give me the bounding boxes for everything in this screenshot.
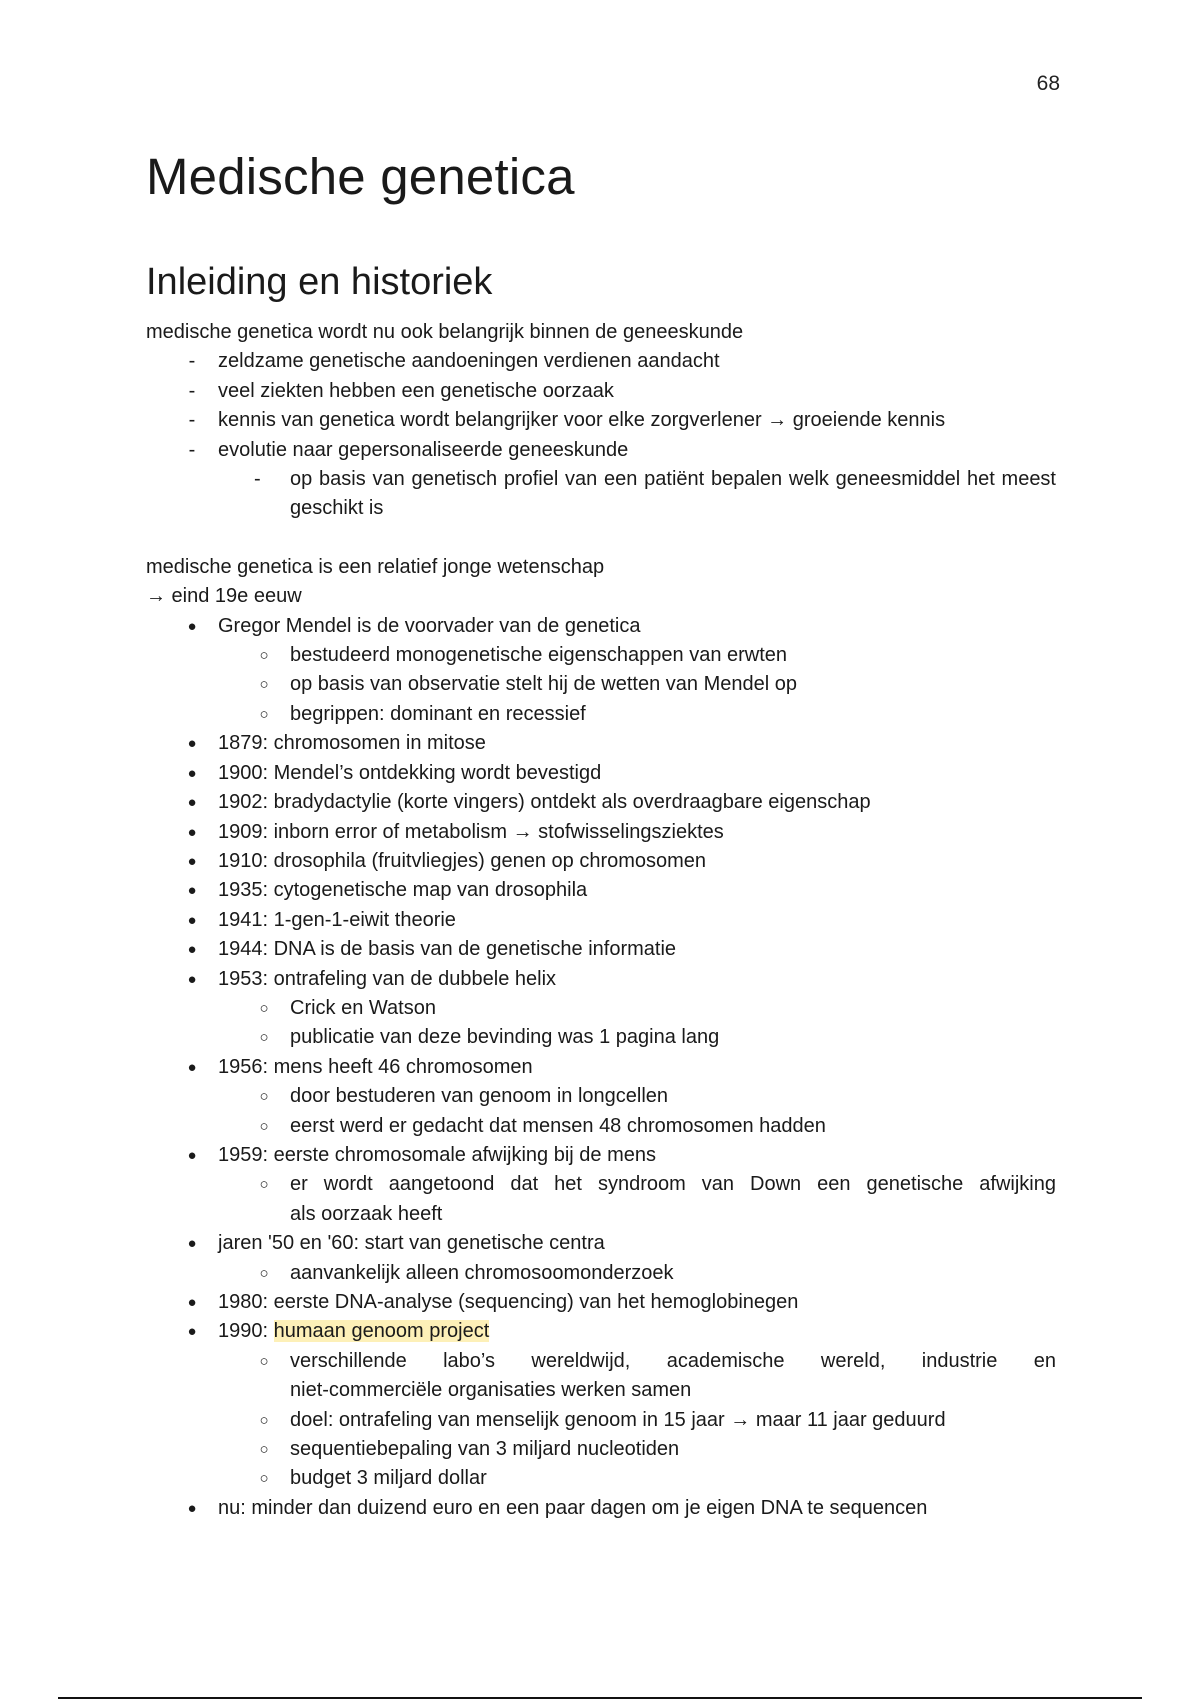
list-subitem: ○ publicatie van deze bevinding was 1 pagina lang — [146, 1023, 1056, 1052]
list-item: ● 1879: chromosomen in mitose — [146, 729, 1056, 758]
document-body — [146, 140, 1056, 1523]
bullet-icon: ● — [187, 617, 197, 635]
bullet-icon: ● — [187, 823, 197, 841]
bullet-icon: ● — [187, 941, 197, 959]
intro-lead: medische genetica wordt nu ook belangrijk binnen de geneeskunde — [146, 321, 744, 343]
section-heading: Inleiding en historiek — [146, 261, 493, 303]
bullet-icon: ● — [187, 882, 197, 900]
bullet-icon: ● — [187, 1294, 197, 1311]
bullet-icon: ● — [187, 764, 197, 782]
bullet-icon: ● — [187, 970, 197, 988]
circle-bullet-icon: ○ — [259, 705, 269, 723]
bullet-icon: ● — [187, 1146, 197, 1164]
list-item: ● 1900: Mendel’s ontdekking wordt bevestigd — [146, 759, 1056, 788]
circle-bullet-icon: ○ — [259, 1264, 269, 1282]
list-item: - evolutie naar gepersonaliseerde geneeskunde — [146, 436, 1056, 465]
list-item: - zeldzame genetische aandoeningen verdienen aandacht — [146, 347, 1056, 376]
list-subitem — [146, 1347, 1056, 1406]
list-subitem: - op basis van genetisch profiel van een patiënt bepalen welk geneesmiddel het meest geschikt is — [146, 465, 1056, 524]
circle-bullet-icon: ○ — [259, 676, 269, 694]
circle-bullet-icon: ○ — [259, 999, 269, 1017]
list-subitem: ○ budget 3 miljard dollar — [146, 1464, 1056, 1493]
list-subitem: ○ bestudeerd monogenetische eigenschappen van erwten — [146, 641, 1056, 670]
bullet-icon: ● — [187, 1499, 197, 1517]
justified-line: er wordt aangetoond dat het syndroom van Down een genetische afwijking — [290, 1173, 1056, 1196]
list-item: ● 1902: bradydactylie (korte vingers) ontdekt als overdraagbare eigenschap — [146, 788, 1056, 817]
list-subitem: ○ sequentiebepaling van 3 miljard nucleotiden — [146, 1435, 1056, 1464]
highlighted-text: humaan genoom project — [273, 1320, 490, 1343]
list-subitem: ○ doel: ontrafeling van menselijk genoom in 15 jaar → maar 11 jaar geduurd — [146, 1406, 1056, 1435]
list-subitem: ○ begrippen: dominant en recessief — [146, 700, 1056, 729]
intro-list — [146, 347, 1056, 523]
list-item: ● 1944: DNA is de basis van de genetische informatie — [146, 935, 1056, 964]
list-item: - kennis van genetica wordt belangrijker voor elke zorgverlener → groeiende kennis — [146, 406, 1056, 435]
list-subitem — [146, 1170, 1056, 1229]
bullet-icon: ● — [187, 1058, 197, 1076]
bullet-icon: ● — [187, 852, 197, 870]
circle-bullet-icon: ○ — [259, 1441, 269, 1459]
list-item: ● 1935: cytogenetische map van drosophila — [146, 876, 1056, 905]
list-item: ● 1956: mens heeft 46 chromosomen — [146, 1053, 1056, 1082]
list-item: ● Gregor Mendel is de voorvader van de genetica — [146, 612, 1056, 641]
justified-line: verschillende labo’s wereldwijd, academische wereld, industrie en — [290, 1349, 1056, 1372]
list-subitem: ○ door bestuderen van genoom in longcellen — [146, 1082, 1056, 1111]
circle-bullet-icon: ○ — [259, 1088, 269, 1106]
list-item: - veel ziekten hebben een genetische oorzaak — [146, 377, 1056, 406]
list-item: ● 1959: eerste chromosomale afwijking bij de mens — [146, 1141, 1056, 1170]
bullet-icon: ● — [187, 735, 197, 753]
history-list — [146, 612, 1056, 1524]
dash-marker: - — [188, 379, 196, 402]
continuation-line: als oorzaak heeft — [290, 1202, 443, 1225]
history-era: → eind 19e eeuw — [146, 585, 302, 608]
list-subitem: ○ eerst werd er gedacht dat mensen 48 chromosomen hadden — [146, 1112, 1056, 1141]
list-subitem: ○ op basis van observatie stelt hij de wetten van Mendel op — [146, 670, 1056, 699]
circle-bullet-icon: ○ — [259, 1117, 269, 1135]
page-title: Medische genetica — [146, 148, 575, 205]
history-lead: medische genetica is een relatief jonge wetenschap — [146, 555, 605, 578]
list-item: ● jaren '50 en '60: start van genetische centra — [146, 1229, 1056, 1258]
circle-bullet-icon: ○ — [259, 1029, 269, 1047]
bullet-icon: ● — [187, 911, 197, 929]
bullet-icon: ● — [187, 1323, 197, 1341]
list-subitem: ○ Crick en Watson — [146, 994, 1056, 1023]
footer-divider — [58, 1697, 1142, 1699]
bullet-icon: ● — [187, 794, 197, 812]
dash-marker: - — [188, 438, 196, 461]
list-item: ● 1990: humaan genoom project — [146, 1317, 1056, 1346]
list-item: ● 1953: ontrafeling van de dubbele helix — [146, 965, 1056, 994]
list-item: ● 1980: eerste DNA-analyse (sequencing) van het hemoglobinegen — [146, 1288, 1056, 1317]
circle-bullet-icon: ○ — [259, 1352, 269, 1370]
dash-marker: - — [188, 350, 196, 373]
dash-marker: - — [254, 468, 261, 491]
list-item: ● nu: minder dan duizend euro en een paar dagen om je eigen DNA te sequencen — [146, 1494, 1056, 1523]
circle-bullet-icon: ○ — [259, 1176, 269, 1194]
list-item: ● 1909: inborn error of metabolism → stofwisselingsziektes — [146, 818, 1056, 847]
circle-bullet-icon: ○ — [259, 1470, 269, 1488]
dash-marker: - — [188, 409, 196, 432]
list-item: ● 1910: drosophila (fruitvliegjes) genen op chromosomen — [146, 847, 1056, 876]
circle-bullet-icon: ○ — [259, 1411, 269, 1429]
list-subitem: ○ aanvankelijk alleen chromosoomonderzoek — [146, 1259, 1056, 1288]
continuation-line: niet-commerciële organisaties werken samen — [290, 1379, 692, 1402]
bullet-icon: ● — [187, 1235, 197, 1253]
circle-bullet-icon: ○ — [259, 647, 269, 665]
list-item: ● 1941: 1-gen-1-eiwit theorie — [146, 906, 1056, 935]
page-number: 68 — [1036, 72, 1060, 95]
